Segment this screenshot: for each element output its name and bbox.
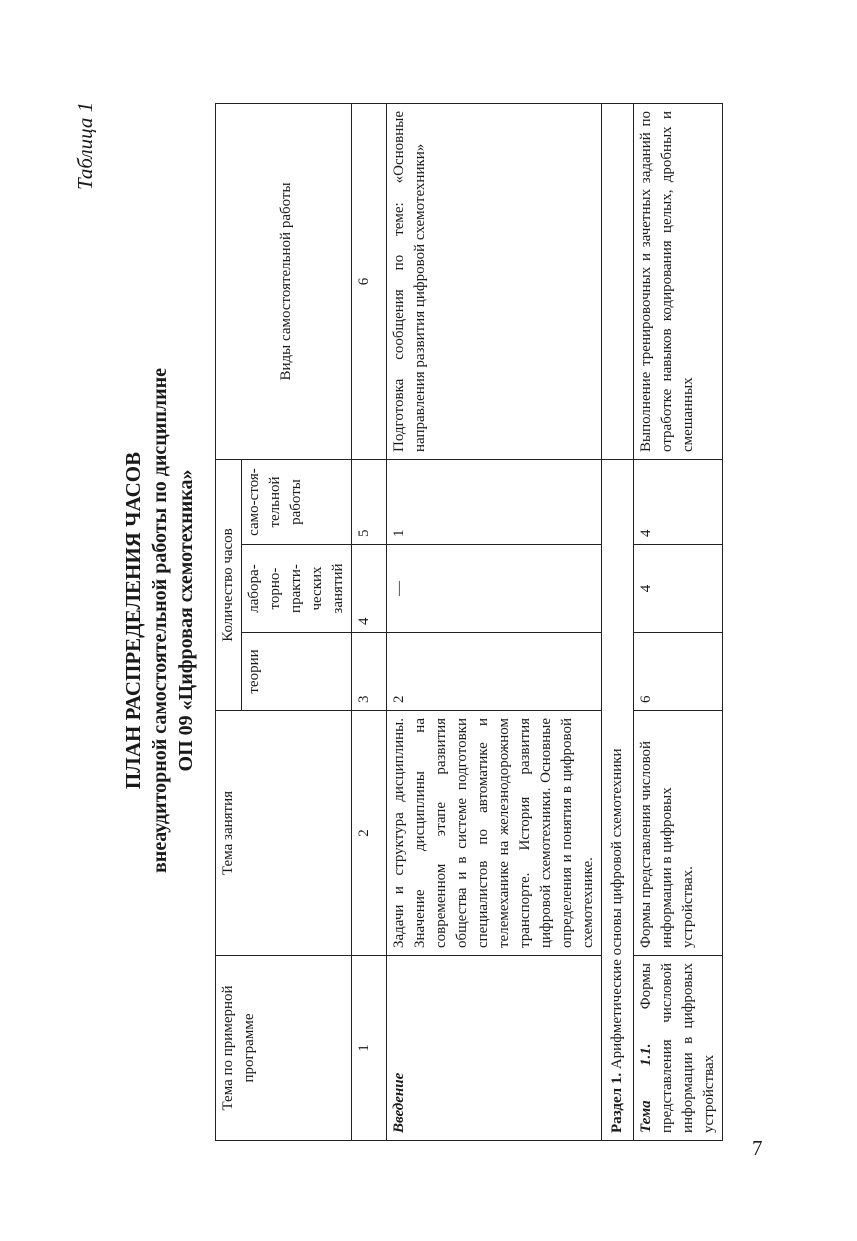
column-number: 3 xyxy=(352,633,387,711)
self-hours-cell: 4 xyxy=(634,459,723,544)
header-hours-group: Количество часов xyxy=(216,459,242,710)
section-name: Арифметические основы цифровой схемотехники xyxy=(609,748,625,1073)
column-number: 4 xyxy=(352,545,387,633)
hours-plan-table xyxy=(215,103,723,1141)
header-theory: теории xyxy=(242,633,352,711)
activity-cell: Выполнение тренировочных и зачетных заданий по отработке навыков кодирования целых, дробных и смешанных xyxy=(634,103,723,459)
column-number: 2 xyxy=(352,711,387,956)
header-lesson-topic: Тема занятия xyxy=(216,711,352,956)
program-topic-label: Тема 1.1. xyxy=(638,1043,654,1133)
column-number: 5 xyxy=(352,459,387,544)
header-lab: лабора-торно-практи-ческих занятий xyxy=(242,545,352,633)
lesson-topic-cell: Формы представления числовой информации в цифровых устройствах. xyxy=(634,711,723,956)
header-program-topic: Тема по примерной программе xyxy=(216,956,352,1141)
header-self: само-стоя-тельной работы xyxy=(242,459,352,544)
table-row xyxy=(634,103,723,1140)
header-activity: Виды самостоятельной работы xyxy=(216,103,352,459)
column-number: 6 xyxy=(352,103,387,459)
column-number: 1 xyxy=(352,956,387,1141)
program-topic: Введение xyxy=(391,1072,407,1133)
table-row xyxy=(387,103,602,1140)
section-label: Раздел 1. xyxy=(609,1072,625,1133)
program-topic-cell xyxy=(634,956,723,1141)
self-hours-cell: 1 xyxy=(387,459,602,544)
lesson-topic-cell: Задачи и структура дисциплины. Значение дисциплины на современном этапе развития общества и в системе подготовки специалистов по автоматике и телемеханике на железнодорожном транспорте. История развития цифровой схемотехники. Основные определения и понятия в цифровой схемотехнике. xyxy=(387,711,602,956)
page-title: ПЛАН РАСПРЕДЕЛЕНИЯ ЧАСОВ xyxy=(121,451,145,790)
lab-hours-cell: — xyxy=(387,545,602,633)
activity-cell: Подготовка сообщения по теме: «Основные направления развития цифровой схемотехники» xyxy=(387,103,602,459)
table-caption: Таблица 1 xyxy=(73,101,97,190)
lab-hours-cell: 4 xyxy=(634,545,723,633)
discipline-title: ОП 09 «Цифровая схемотехника» xyxy=(175,469,197,772)
theory-hours-cell: 2 xyxy=(387,633,602,711)
section-title-cell xyxy=(602,459,634,1140)
page-number: 7 xyxy=(752,1136,763,1160)
section-row xyxy=(602,103,634,1140)
column-number-row xyxy=(352,103,387,1140)
program-topic-text: Формы представления числовой информации в цифровых устройствах xyxy=(638,963,717,1133)
section-blank-cell xyxy=(602,103,634,459)
theory-hours-cell: 6 xyxy=(634,633,723,711)
header-row-1 xyxy=(216,103,242,1140)
page-subtitle: внеаудиторной самостоятельной работы по дисциплине xyxy=(149,368,171,873)
program-topic-cell xyxy=(387,956,602,1141)
